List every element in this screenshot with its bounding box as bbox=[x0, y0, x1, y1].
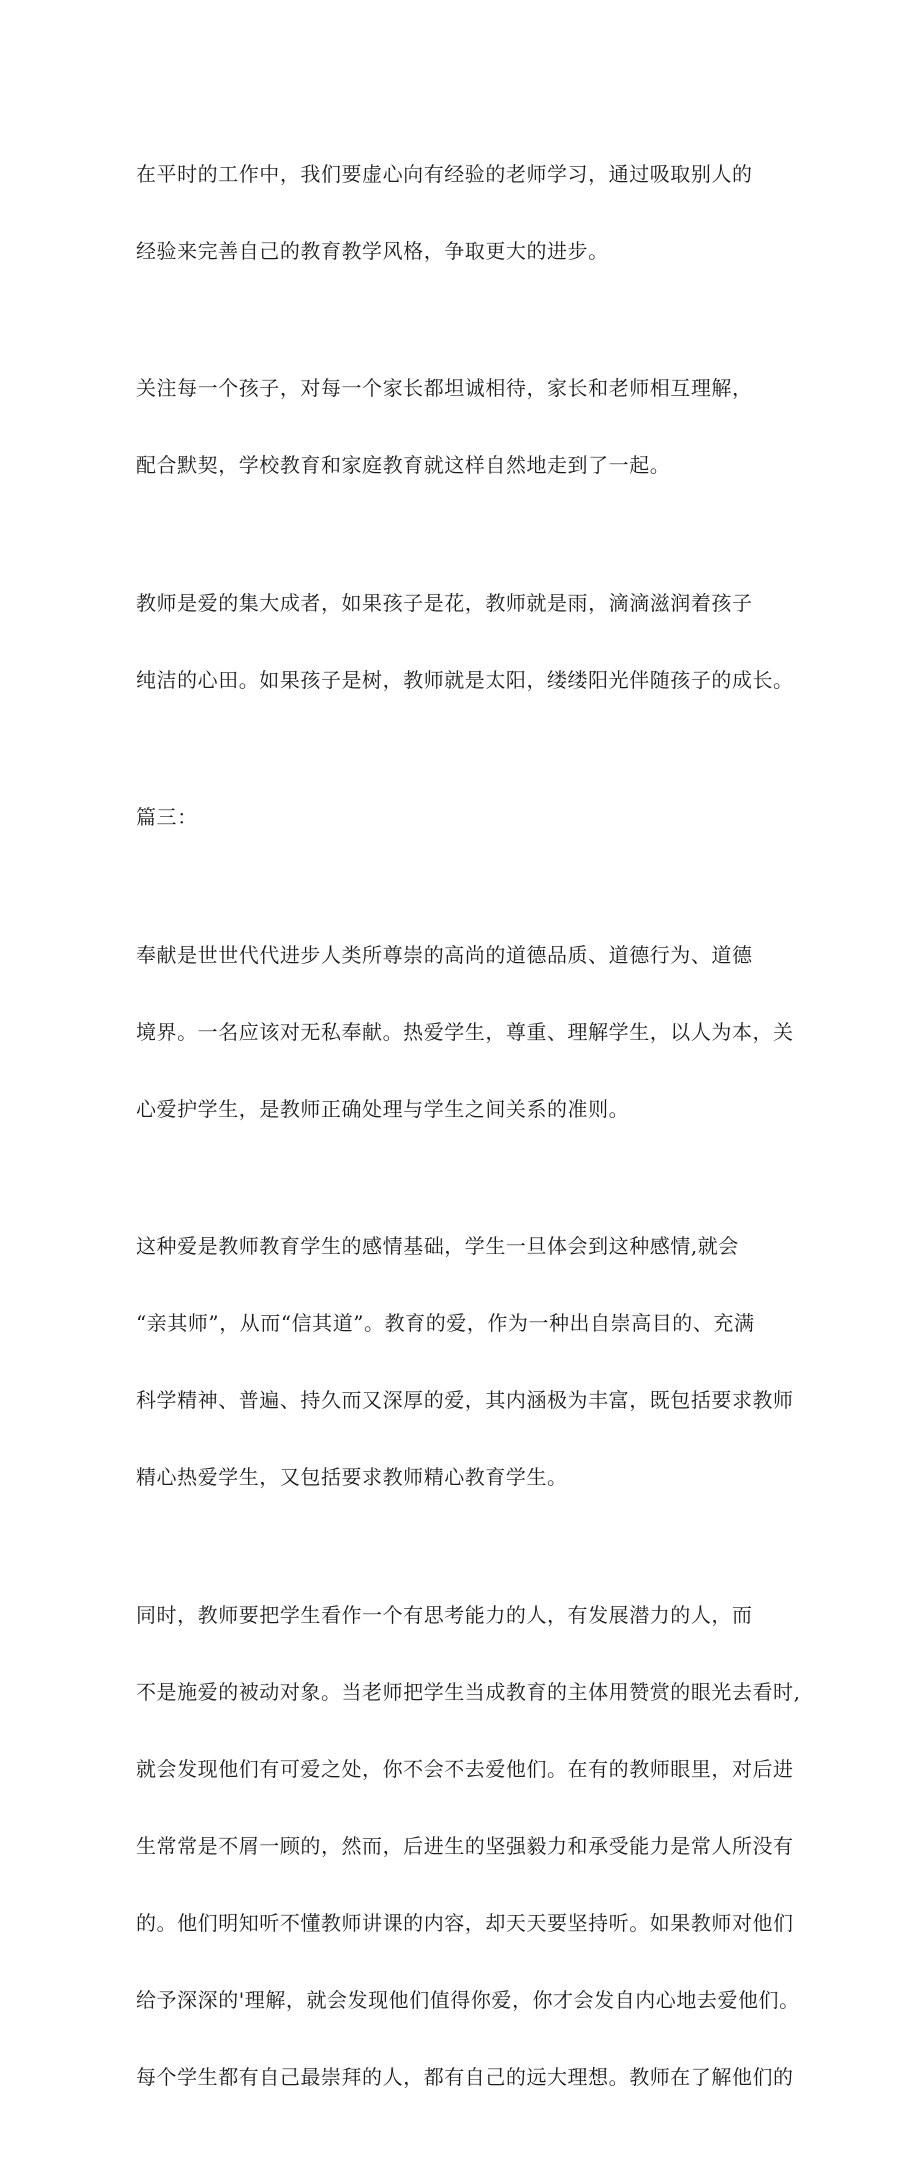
paragraph-1 bbox=[136, 116, 796, 309]
text-line: 经验来完善自己的教育教学风格，争取更大的进步。 bbox=[136, 238, 609, 263]
text-line: 教师是爱的集大成者，如果孩子是花，教师就是雨，滴滴滋润着孩子 bbox=[136, 590, 753, 615]
text-line: 就会发现他们有可爱之处，你不会不去爱他们。在有的教师眼里，对后进 bbox=[136, 1756, 794, 1781]
paragraph-2 bbox=[136, 331, 796, 524]
paragraph-3 bbox=[136, 545, 796, 738]
text-line: 篇三： bbox=[136, 805, 198, 829]
text-line: 科学精神、普遍、持久而又深厚的爱，其内涵极为丰富，既包括要求教师 bbox=[136, 1388, 794, 1412]
text-line: 在平时的工作中，我们要虚心向有经验的老师学习，通过吸取别人的 bbox=[136, 161, 753, 186]
text-line: 纯洁的心田。如果孩子是树，教师就是太阳，缕缕阳光伴随孩子的成长。 bbox=[136, 667, 794, 692]
text-line: 精心热爱学生，又包括要求教师精心教育学生。 bbox=[136, 1465, 568, 1489]
paragraph-7 bbox=[136, 1557, 801, 2135]
text-line: 境界。一名应该对无私奉献。热爱学生，尊重、理解学生，以人为本，关 bbox=[136, 1019, 794, 1044]
text-line: 的。他们明知听不懂教师讲课的内容，却天天要坚持听。如果教师对他们 bbox=[136, 1910, 794, 1935]
text-line: 心爱护学生，是教师正确处理与学生之间关系的准则。 bbox=[136, 1096, 630, 1121]
text-line: 给予深深的'理解，就会发现他们值得你爱，你才会发自内心地去爱他们。 bbox=[136, 1987, 800, 2012]
text-line: 同时，教师要把学生看作一个有思考能力的人，有发展潜力的人，而 bbox=[136, 1602, 753, 1627]
text-line: “亲其师”，从而“信其道”。教育的爱，作为一种出自崇高目的、充满 bbox=[136, 1311, 755, 1335]
text-line: 配合默契，学校教育和家庭教育就这样自然地走到了一起。 bbox=[136, 453, 671, 477]
document-body bbox=[136, 116, 801, 2157]
paragraph-5 bbox=[136, 897, 796, 1167]
text-line: 这种爱是教师教育学生的感情基础，学生一旦体会到这种感情,就会 bbox=[136, 1234, 739, 1258]
text-line: 不是施爱的被动对象。当老师把学生当成教育的主体用赞赏的眼光去看时, bbox=[136, 1679, 801, 1704]
text-line: 生常常是不屑一顾的，然而，后进生的坚强毅力和承受能力是常人所没有 bbox=[136, 1833, 794, 1858]
text-line: 每个学生都有自己最崇拜的人，都有自己的远大理想。教师在了解他们的 bbox=[136, 2064, 794, 2089]
paragraph-6 bbox=[136, 1189, 796, 1536]
text-line: 奉献是世世代代进步人类所尊崇的高尚的道德品质、道德行为、道德 bbox=[136, 942, 753, 967]
text-line: 关注每一个孩子，对每一个家长都坦诚相待，家长和老师相互理解， bbox=[136, 376, 753, 400]
section-heading bbox=[136, 760, 796, 876]
